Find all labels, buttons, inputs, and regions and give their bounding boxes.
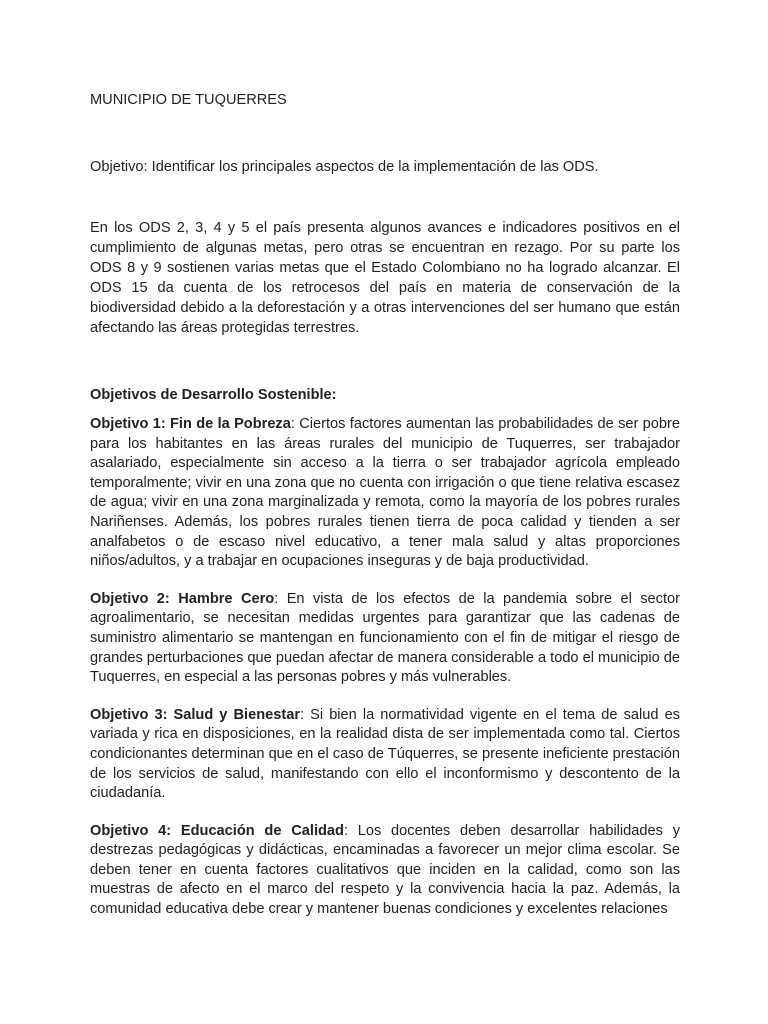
goal-2-paragraph	[90, 590, 680, 688]
goal-3-text: : Si bien la normatividad vigente en el tema de salud es variada y rica en disposiciones, en la realidad dista de ser implementada como tal. Ciertos condicionantes determinan que en el caso de Túquerres, se presente ineficiente prestación de los servicios de salud, manifestando con ello el inconformismo y descontento de la ciudadanía.	[90, 706, 680, 802]
intro-paragraph: En los ODS 2, 3, 4 y 5 el país presenta algunos avances e indicadores positivos en el cumplimiento de algunas metas, pero otras se encuentran en rezago. Por su parte los ODS 8 y 9 sostienen varias metas que el Estado Colombiano no ha logrado alcanzar. El ODS 15 da cuenta de los retrocesos del país en materia de conservación de la biodiversidad debido a la deforestación y a otras intervenciones del ser humano que están afectando las áreas protegidas terrestres.	[90, 220, 680, 336]
goal-4-paragraph	[90, 822, 680, 920]
goal-3-label: Objetivo 3: Salud y Bienestar	[90, 706, 301, 723]
objective-statement: Objetivo: Identificar los principales aspectos de la implementación de las ODS.	[90, 159, 599, 175]
goal-3-paragraph	[90, 706, 680, 804]
document-page	[90, 90, 680, 920]
goal-2-label: Objetivo 2: Hambre Cero	[90, 590, 275, 607]
goal-1-text: : Ciertos factores aumentan las probabilidades de ser pobre para los habitantes en las áreas rurales del municipio de Tuquerres, ser trabajador asalariado, especialmente sin acceso a la tierra o ser trabajador agrícola empleado temporalmente; vivir en una zona que no cuenta con irrigación o que tiene relativa escasez de agua; vivir en una zona marginalizada y remota, como la mayoría de los pobres rurales Nariñenses. Además, los pobres rurales tienen tierra de poca calidad y tienden a ser analfabetos o de escaso nivel educativo, a tener mala salud y altas proporciones niños/adultos, y a trabajar en ocupaciones inseguras y de baja productividad.	[90, 416, 680, 570]
goal-4-label: Objetivo 4: Educación de Calidad	[90, 822, 344, 839]
goal-2-text: : En vista de los efectos de la pandemia sobre el sector agroalimentario, se necesitan medidas urgentes para garantizar que las cadenas de suministro alimentario se mantengan en funcionamiento con el fin de mitigar el riesgo de grandes perturbaciones que puedan afectar de manera considerable a todo el municipio de Tuquerres, en especial a las personas pobres y más vulnerables.	[90, 590, 680, 686]
goal-1-paragraph	[90, 415, 680, 572]
document-title: MUNICIPIO DE TUQUERRES	[90, 92, 287, 108]
goal-1-label: Objetivo 1: Fin de la Pobreza	[90, 416, 291, 432]
goal-4-text: : Los docentes deben desarrollar habilidades y destrezas pedagógicas y didácticas, encaminadas a favorecer un mejor clima escolar. Se deben tener en cuenta factores cualitativos que inciden en la calidad, como son las muestras de afecto en el marco del respeto y la convivencia hacia la paz. Además, la comunidad educativa debe crear y mantener buenas condiciones y excelentes relaciones	[90, 822, 680, 918]
section-title: Objetivos de Desarrollo Sostenible:	[90, 387, 337, 403]
